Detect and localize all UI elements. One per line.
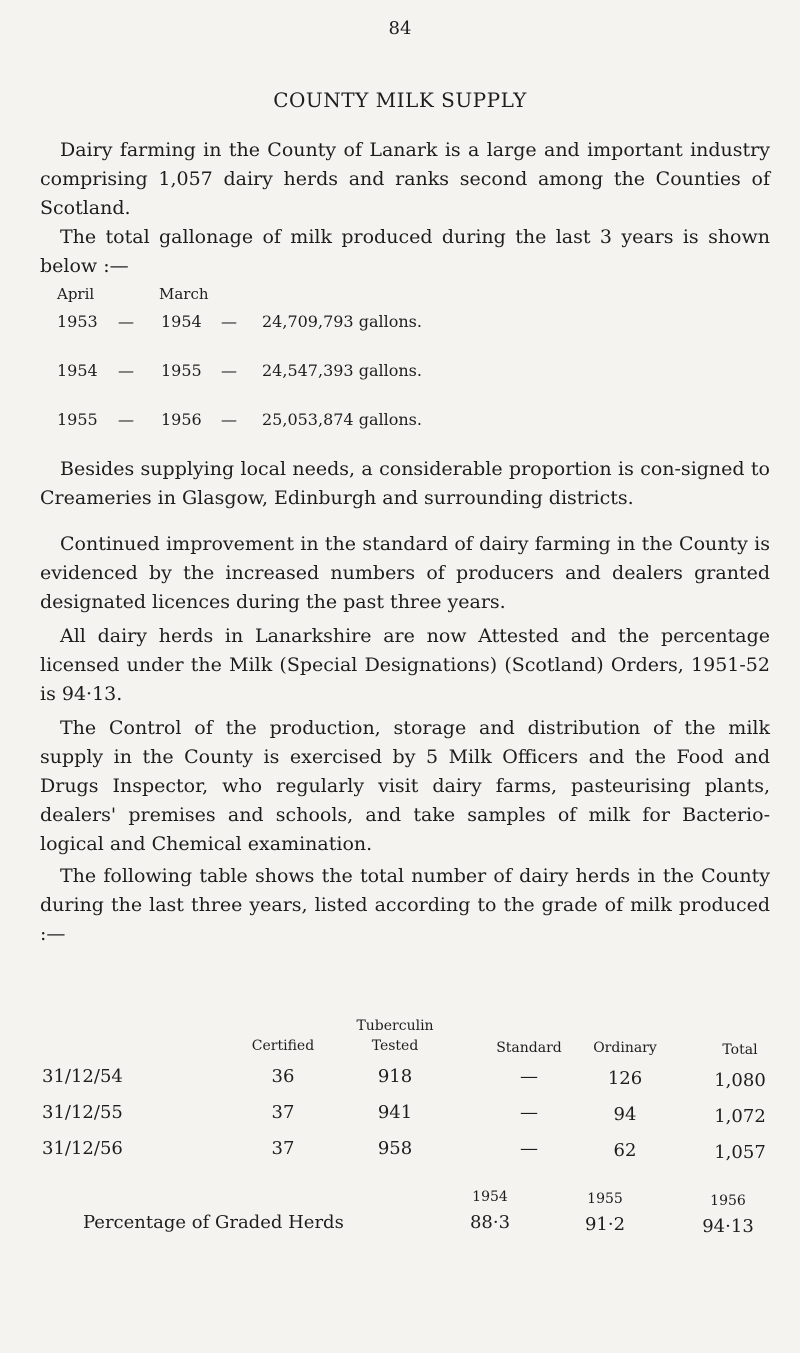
row-ordinary: 126 — [607, 1068, 643, 1089]
row-tuberculin: 958 — [377, 1138, 413, 1159]
creameries-paragraph — [40, 455, 770, 513]
table-intro-paragraph — [40, 862, 770, 949]
row-date: 31/12/56 — [42, 1138, 123, 1159]
gallonage-from: 1953 — [57, 312, 98, 331]
graded-value: 91·2 — [584, 1214, 626, 1235]
gallonage-amount: 24,709,793 gallons. — [262, 312, 422, 331]
improvement-paragraph — [40, 530, 770, 617]
graded-value: 94·13 — [702, 1216, 754, 1237]
graded-year: 1955 — [587, 1191, 623, 1207]
improvement-text: Continued improvement in the standard of dairy farming in the County is evidenced by the increased numbers of producers and dealers granted designated licences during the past three years. — [40, 533, 770, 613]
row-certified: 36 — [271, 1066, 295, 1087]
row-ordinary: 94 — [613, 1104, 637, 1125]
gallonage-intro-paragraph — [40, 223, 770, 281]
row-total: 1,072 — [714, 1106, 766, 1127]
graded-value: 88·3 — [469, 1212, 511, 1233]
header-ordinary: Ordinary — [593, 1040, 657, 1056]
gallonage-to: 1954 — [161, 312, 202, 331]
row-tuberculin: 941 — [377, 1102, 413, 1123]
intro-text: Dairy farming in the County of Lanark is a large and important industry comprising 1,057 dairy herds and ranks second among the Counties of Scotland. — [40, 139, 770, 219]
gallonage-dash: — — [118, 312, 134, 331]
gallonage-intro-text: The total gallonage of milk produced during the last 3 years is shown below :— — [40, 226, 770, 277]
header-certified: Certified — [251, 1038, 315, 1054]
row-tuberculin: 918 — [377, 1066, 413, 1087]
creameries-text: Besides supplying local needs, a considerable proportion is con-signed to Creameries in Glasgow, Edinburgh and surrounding districts. — [40, 458, 770, 509]
row-total: 1,080 — [714, 1070, 766, 1091]
page-number: 84 — [388, 18, 412, 39]
page-title: COUNTY MILK SUPPLY — [273, 88, 527, 112]
gallonage-to: 1955 — [161, 361, 202, 380]
graded-year: 1954 — [472, 1189, 508, 1205]
gallonage-header-to: March — [159, 285, 209, 303]
row-standard: — — [520, 1102, 538, 1123]
row-standard: — — [520, 1138, 538, 1159]
intro-paragraph — [40, 136, 770, 223]
control-text: The Control of the production, storage and distribution of the milk supply in the County is exercised by 5 Milk Officers and the Food and Drugs Inspector, who regularly visit dairy farms, pasteurising plants, dealers' premises and schools, and take samples of milk for Bacterio-logical and Chemical examination. — [40, 717, 770, 855]
attested-paragraph — [40, 622, 770, 709]
attested-text: All dairy herds in Lanarkshire are now Attested and the percentage licensed under the Milk (Special Designations) (Scotland) Orders, 1951-52 is 94·13. — [40, 625, 770, 705]
gallonage-amount: 24,547,393 gallons. — [262, 361, 422, 380]
gallonage-amount: 25,053,874 gallons. — [262, 410, 422, 429]
gallonage-dash: — — [118, 410, 134, 429]
row-total: 1,057 — [714, 1142, 766, 1163]
header-tuberculin-line2: Tested — [371, 1038, 419, 1054]
gallonage-to: 1956 — [161, 410, 202, 429]
gallonage-dash: — — [221, 361, 237, 380]
row-ordinary: 62 — [613, 1140, 637, 1161]
gallonage-dash: — — [221, 410, 237, 429]
row-standard: — — [520, 1066, 538, 1087]
gallonage-dash: — — [118, 361, 134, 380]
header-tuberculin-line1: Tuberculin — [356, 1018, 434, 1034]
gallonage-header-from: April — [57, 285, 95, 303]
header-total: Total — [722, 1042, 758, 1058]
header-standard: Standard — [496, 1040, 562, 1056]
graded-year: 1956 — [710, 1193, 746, 1209]
row-certified: 37 — [271, 1102, 295, 1123]
row-date: 31/12/54 — [42, 1066, 123, 1087]
graded-label: Percentage of Graded Herds — [83, 1212, 344, 1233]
row-certified: 37 — [271, 1138, 295, 1159]
gallonage-from: 1954 — [57, 361, 98, 380]
row-date: 31/12/55 — [42, 1102, 123, 1123]
table-intro-text: The following table shows the total number of dairy herds in the County during the last three years, listed according to the grade of milk produced :— — [40, 865, 770, 945]
gallonage-from: 1955 — [57, 410, 98, 429]
control-paragraph — [40, 714, 770, 859]
gallonage-dash: — — [221, 312, 237, 331]
